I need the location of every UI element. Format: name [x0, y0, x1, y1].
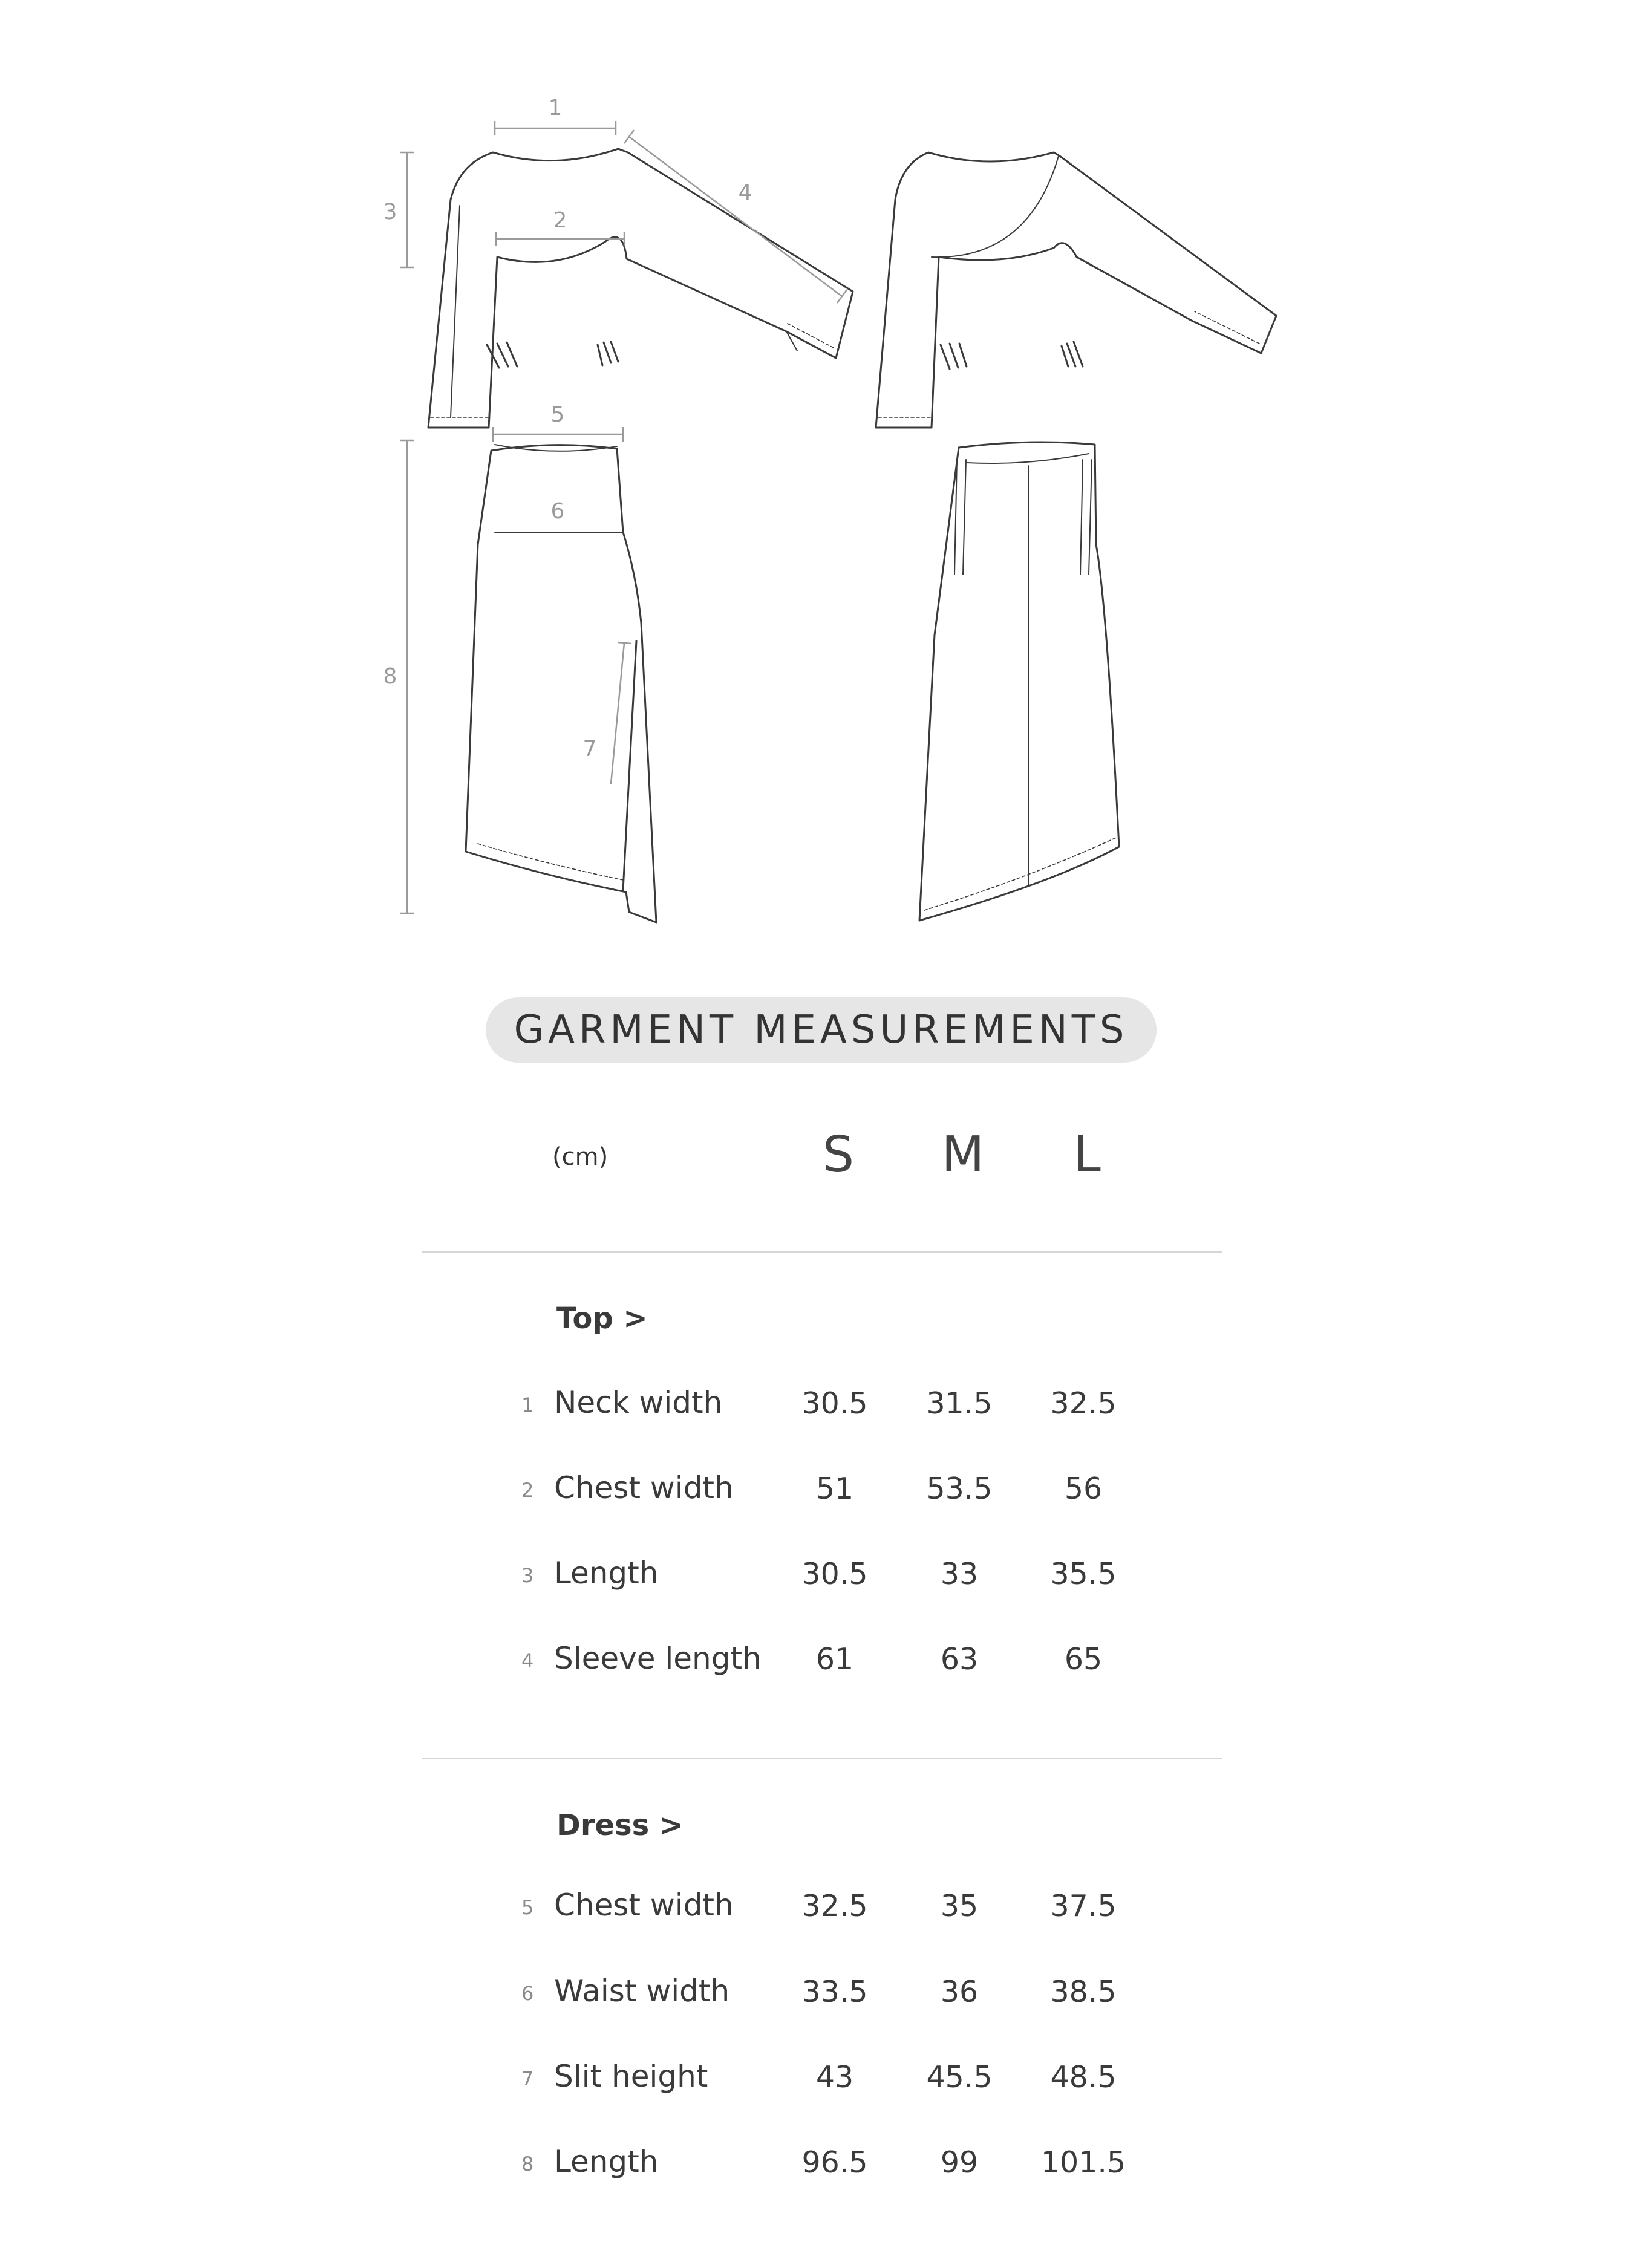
value-m: 33 [940, 1557, 979, 1591]
value-l: 56 [1064, 1471, 1103, 1506]
table-row [0, 1641, 1638, 1689]
value-m: 99 [940, 2145, 979, 2180]
page-title: GARMENT MEASUREMENTS [514, 1008, 1129, 1052]
value-m: 45.5 [926, 2060, 993, 2094]
value-s: 30.5 [801, 1557, 868, 1591]
callout-4: 4 [738, 180, 752, 205]
table-row [0, 1973, 1638, 2022]
value-s: 30.5 [801, 1386, 868, 1421]
value-l: 32.5 [1050, 1386, 1117, 1421]
callout-3: 3 [383, 200, 397, 224]
callout-7: 7 [582, 737, 597, 761]
divider [422, 1758, 1222, 1759]
value-s: 32.5 [801, 1889, 868, 1923]
row-label: Neck width [554, 1385, 723, 1420]
measurement-lines [400, 121, 847, 913]
table-row [0, 1470, 1638, 1519]
row-number: 6 [521, 1982, 534, 2005]
garment-technical-sketch [0, 0, 1638, 968]
callout-5: 5 [550, 402, 565, 427]
row-label: Slit height [554, 2059, 708, 2094]
value-m: 36 [940, 1975, 979, 2009]
value-m: 31.5 [926, 1386, 993, 1421]
table-row [0, 1888, 1638, 1936]
row-number: 4 [521, 1649, 534, 1672]
value-l: 48.5 [1050, 2060, 1117, 2094]
row-label: Length [554, 2144, 659, 2179]
row-number: 5 [521, 1896, 534, 1919]
table-row [0, 2144, 1638, 2192]
unit-label: (cm) [552, 1143, 609, 1171]
value-m: 35 [940, 1889, 979, 1923]
row-number: 8 [521, 2152, 534, 2175]
front-top-sketch [428, 149, 853, 428]
table-row [0, 1385, 1638, 1433]
value-l: 38.5 [1050, 1975, 1117, 2009]
section-title-dress: Dress > [556, 1808, 684, 1842]
front-dress-sketch [466, 342, 656, 922]
section-title-pill [486, 997, 1157, 1063]
value-s: 43 [815, 2060, 854, 2094]
row-number: 3 [521, 1564, 534, 1587]
row-label: Chest width [554, 1888, 734, 1923]
value-m: 53.5 [926, 1471, 993, 1506]
value-s: 33.5 [801, 1975, 868, 2009]
row-number: 2 [521, 1479, 534, 1502]
value-s: 61 [815, 1642, 854, 1677]
row-label: Waist width [554, 1973, 730, 2009]
callout-2: 2 [553, 208, 567, 233]
table-row [0, 2059, 1638, 2107]
row-label: Length [554, 1556, 659, 1591]
row-label: Sleeve length [554, 1641, 762, 1676]
section-title-top: Top > [556, 1302, 648, 1335]
table-row [0, 1556, 1638, 1604]
divider [422, 1251, 1222, 1253]
callout-1: 1 [548, 96, 563, 120]
value-l: 101.5 [1040, 2145, 1126, 2180]
value-s: 51 [815, 1471, 854, 1506]
row-number: 1 [521, 1393, 534, 1416]
callout-6: 6 [550, 499, 565, 524]
row-label: Chest width [554, 1470, 734, 1505]
row-number: 7 [521, 2067, 534, 2090]
size-header-m: M [941, 1126, 985, 1184]
value-l: 35.5 [1050, 1557, 1117, 1591]
back-dress-sketch [919, 342, 1119, 921]
size-header-l: L [1073, 1126, 1101, 1184]
size-header-s: S [822, 1126, 855, 1184]
callout-8: 8 [383, 664, 397, 689]
value-s: 96.5 [801, 2145, 868, 2180]
value-l: 37.5 [1050, 1889, 1117, 1923]
value-l: 65 [1064, 1642, 1103, 1677]
value-m: 63 [940, 1642, 979, 1677]
back-top-sketch [876, 152, 1276, 428]
